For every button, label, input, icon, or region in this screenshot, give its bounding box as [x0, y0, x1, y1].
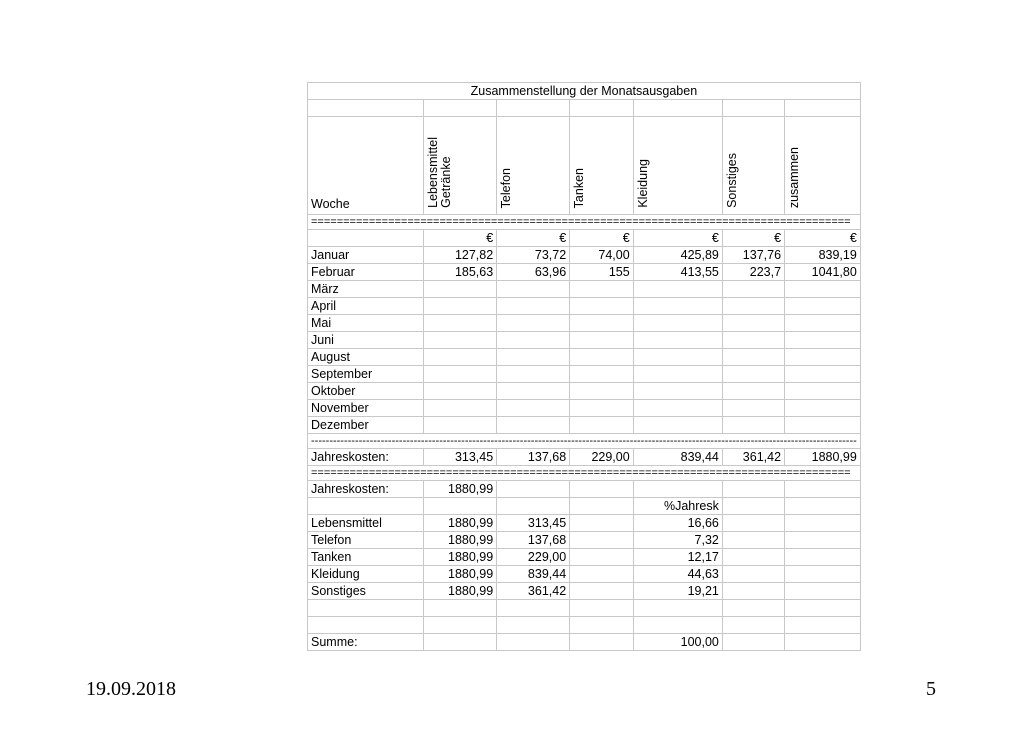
- value-cell: 425,89: [633, 247, 722, 264]
- empty-cell: [570, 566, 634, 583]
- value-cell: 155: [570, 264, 634, 281]
- amount-cell: 839,44: [497, 566, 570, 583]
- empty-cell: [633, 617, 722, 634]
- percent-cell: 44,63: [633, 566, 722, 583]
- empty-cell: [497, 498, 570, 515]
- currency-cell: €: [570, 230, 634, 247]
- amount-cell: 229,00: [497, 549, 570, 566]
- empty-cell: [785, 498, 861, 515]
- category-label: Telefon: [308, 532, 424, 549]
- pct-header: %Jahresk: [633, 498, 722, 515]
- value-cell: [633, 315, 722, 332]
- value-cell: [785, 400, 861, 417]
- table-row: [308, 281, 861, 298]
- empty-cell: [424, 600, 497, 617]
- empty-cell: [570, 600, 634, 617]
- empty-cell: [570, 617, 634, 634]
- value-cell: 185,63: [424, 264, 497, 281]
- value-cell: [633, 298, 722, 315]
- empty-cell: [785, 532, 861, 549]
- empty-cell: [424, 498, 497, 515]
- total-cell: 1880,99: [785, 449, 861, 466]
- value-cell: [722, 417, 784, 434]
- header-lebensmittel: Lebensmittel Getränke: [424, 117, 497, 215]
- summary-value: 1880,99: [424, 481, 497, 498]
- value-cell: [424, 383, 497, 400]
- sum-value: 100,00: [633, 634, 722, 651]
- table-title: Zusammenstellung der Monatsausgaben: [308, 83, 861, 100]
- total-cell: 1880,99: [424, 583, 497, 600]
- month-label: November: [308, 400, 424, 417]
- empty-cell: [497, 617, 570, 634]
- total-cell: 137,68: [497, 449, 570, 466]
- value-cell: [633, 383, 722, 400]
- value-cell: [570, 298, 634, 315]
- summary-table-row: [308, 566, 861, 583]
- value-cell: [722, 298, 784, 315]
- empty-cell: [785, 583, 861, 600]
- empty-cell: [497, 600, 570, 617]
- value-cell: [424, 332, 497, 349]
- totals-row: [308, 449, 861, 466]
- single-line-row: [308, 434, 861, 449]
- empty-row: [308, 100, 861, 117]
- expense-table: [307, 82, 861, 651]
- empty-row: [308, 617, 861, 634]
- summary-table-row: [308, 515, 861, 532]
- value-cell: [722, 366, 784, 383]
- table-row: [308, 417, 861, 434]
- table-row: [308, 349, 861, 366]
- value-cell: 223,7: [722, 264, 784, 281]
- empty-cell: [570, 634, 634, 651]
- empty-cell: [722, 566, 784, 583]
- summary-table-row: [308, 549, 861, 566]
- header-woche: Woche: [308, 117, 424, 215]
- empty-cell: [722, 532, 784, 549]
- month-label: Februar: [308, 264, 424, 281]
- value-cell: [633, 366, 722, 383]
- value-cell: [497, 281, 570, 298]
- empty-cell: [424, 617, 497, 634]
- total-cell: 1880,99: [424, 549, 497, 566]
- header-kleidung: Kleidung: [633, 117, 722, 215]
- total-cell: 313,45: [424, 449, 497, 466]
- value-cell: [722, 315, 784, 332]
- single-line: -----------------------------------------------------------------------------------------------------------------------------------------------------: [308, 434, 861, 449]
- value-cell: [722, 349, 784, 366]
- empty-cell: [570, 532, 634, 549]
- empty-cell: [308, 498, 424, 515]
- value-cell: [722, 400, 784, 417]
- empty-cell: [497, 481, 570, 498]
- double-line: ====================================================================================: [308, 466, 861, 481]
- value-cell: [570, 349, 634, 366]
- value-cell: [570, 366, 634, 383]
- double-line-row: [308, 466, 861, 481]
- value-cell: [633, 349, 722, 366]
- empty-cell: [785, 515, 861, 532]
- empty-row: [308, 600, 861, 617]
- percent-cell: 16,66: [633, 515, 722, 532]
- currency-cell: €: [785, 230, 861, 247]
- month-label: Oktober: [308, 383, 424, 400]
- percent-cell: 19,21: [633, 583, 722, 600]
- month-label: September: [308, 366, 424, 383]
- empty-cell: [570, 498, 634, 515]
- summary-label: Jahreskosten:: [308, 481, 424, 498]
- empty-cell: [785, 617, 861, 634]
- summary-row: [308, 481, 861, 498]
- currency-cell: €: [424, 230, 497, 247]
- value-cell: [497, 315, 570, 332]
- table-row: [308, 315, 861, 332]
- value-cell: [497, 400, 570, 417]
- value-cell: [497, 298, 570, 315]
- empty-cell: [722, 600, 784, 617]
- value-cell: [722, 332, 784, 349]
- value-cell: [633, 281, 722, 298]
- amount-cell: 361,42: [497, 583, 570, 600]
- month-label: Juni: [308, 332, 424, 349]
- page-number: 5: [926, 678, 936, 700]
- summary-table-row: [308, 583, 861, 600]
- value-cell: 137,76: [722, 247, 784, 264]
- currency-cell: €: [722, 230, 784, 247]
- value-cell: [785, 332, 861, 349]
- value-cell: 127,82: [424, 247, 497, 264]
- value-cell: [424, 349, 497, 366]
- currency-row: [308, 230, 861, 247]
- sum-label: Summe:: [308, 634, 424, 651]
- value-cell: [785, 383, 861, 400]
- empty-cell: [722, 515, 784, 532]
- empty-cell: [424, 634, 497, 651]
- value-cell: [497, 417, 570, 434]
- empty-cell: [722, 583, 784, 600]
- value-cell: [633, 417, 722, 434]
- empty-cell: [308, 600, 424, 617]
- value-cell: [424, 417, 497, 434]
- value-cell: [497, 332, 570, 349]
- empty-cell: [570, 583, 634, 600]
- total-cell: 1880,99: [424, 515, 497, 532]
- percent-cell: 7,32: [633, 532, 722, 549]
- table-row: [308, 366, 861, 383]
- month-label: August: [308, 349, 424, 366]
- total-cell: 1880,99: [424, 532, 497, 549]
- value-cell: [633, 332, 722, 349]
- table-row: [308, 400, 861, 417]
- total-cell: 229,00: [570, 449, 634, 466]
- value-cell: [722, 383, 784, 400]
- summary-table-row: [308, 532, 861, 549]
- value-cell: [570, 383, 634, 400]
- empty-cell: [570, 515, 634, 532]
- value-cell: [722, 281, 784, 298]
- percent-cell: 12,17: [633, 549, 722, 566]
- empty-cell: [785, 549, 861, 566]
- empty-cell: [570, 481, 634, 498]
- table-row: [308, 298, 861, 315]
- amount-cell: 313,45: [497, 515, 570, 532]
- value-cell: [424, 281, 497, 298]
- value-cell: 1041,80: [785, 264, 861, 281]
- total-cell: 1880,99: [424, 566, 497, 583]
- table-row: [308, 332, 861, 349]
- total-cell: 361,42: [722, 449, 784, 466]
- category-label: Lebensmittel: [308, 515, 424, 532]
- value-cell: 63,96: [497, 264, 570, 281]
- category-label: Sonstiges: [308, 583, 424, 600]
- currency-cell: €: [633, 230, 722, 247]
- month-label: April: [308, 298, 424, 315]
- empty-cell: [785, 481, 861, 498]
- value-cell: [570, 332, 634, 349]
- total-cell: 839,44: [633, 449, 722, 466]
- value-cell: [424, 298, 497, 315]
- value-cell: [633, 400, 722, 417]
- month-label: März: [308, 281, 424, 298]
- double-line: ====================================================================================: [308, 215, 861, 230]
- empty-cell: [633, 481, 722, 498]
- value-cell: [497, 383, 570, 400]
- empty-cell: [785, 634, 861, 651]
- header-row: [308, 117, 861, 215]
- value-cell: [424, 400, 497, 417]
- empty-cell: [570, 549, 634, 566]
- header-tanken: Tanken: [570, 117, 634, 215]
- amount-cell: 137,68: [497, 532, 570, 549]
- empty-cell: [722, 617, 784, 634]
- sum-row: [308, 634, 861, 651]
- value-cell: [570, 281, 634, 298]
- value-cell: [570, 315, 634, 332]
- category-label: Tanken: [308, 549, 424, 566]
- value-cell: [497, 349, 570, 366]
- value-cell: [424, 366, 497, 383]
- empty-cell: [308, 617, 424, 634]
- empty-cell: [785, 566, 861, 583]
- empty-cell: [722, 634, 784, 651]
- value-cell: 73,72: [497, 247, 570, 264]
- header-sonstiges: Sonstiges: [722, 117, 784, 215]
- month-label: Dezember: [308, 417, 424, 434]
- empty-cell: [785, 600, 861, 617]
- table-row: [308, 264, 861, 281]
- value-cell: [785, 349, 861, 366]
- value-cell: [570, 400, 634, 417]
- value-cell: [785, 366, 861, 383]
- value-cell: [570, 417, 634, 434]
- header-zusammen: zusammen: [785, 117, 861, 215]
- pct-header-row: [308, 498, 861, 515]
- category-label: Kleidung: [308, 566, 424, 583]
- empty-cell: [722, 549, 784, 566]
- value-cell: [424, 315, 497, 332]
- value-cell: 413,55: [633, 264, 722, 281]
- double-line-row: [308, 215, 861, 230]
- empty-cell: [722, 481, 784, 498]
- currency-cell: €: [497, 230, 570, 247]
- month-label: Mai: [308, 315, 424, 332]
- totals-label: Jahreskosten:: [308, 449, 424, 466]
- table-row: [308, 247, 861, 264]
- value-cell: [785, 281, 861, 298]
- header-telefon: Telefon: [497, 117, 570, 215]
- value-cell: [785, 298, 861, 315]
- value-cell: 839,19: [785, 247, 861, 264]
- value-cell: [497, 366, 570, 383]
- value-cell: 74,00: [570, 247, 634, 264]
- table-row: [308, 383, 861, 400]
- value-cell: [785, 417, 861, 434]
- value-cell: [785, 315, 861, 332]
- empty-cell: [497, 634, 570, 651]
- footer-date: 19.09.2018: [86, 678, 176, 700]
- month-label: Januar: [308, 247, 424, 264]
- empty-cell: [633, 600, 722, 617]
- empty-cell: [722, 498, 784, 515]
